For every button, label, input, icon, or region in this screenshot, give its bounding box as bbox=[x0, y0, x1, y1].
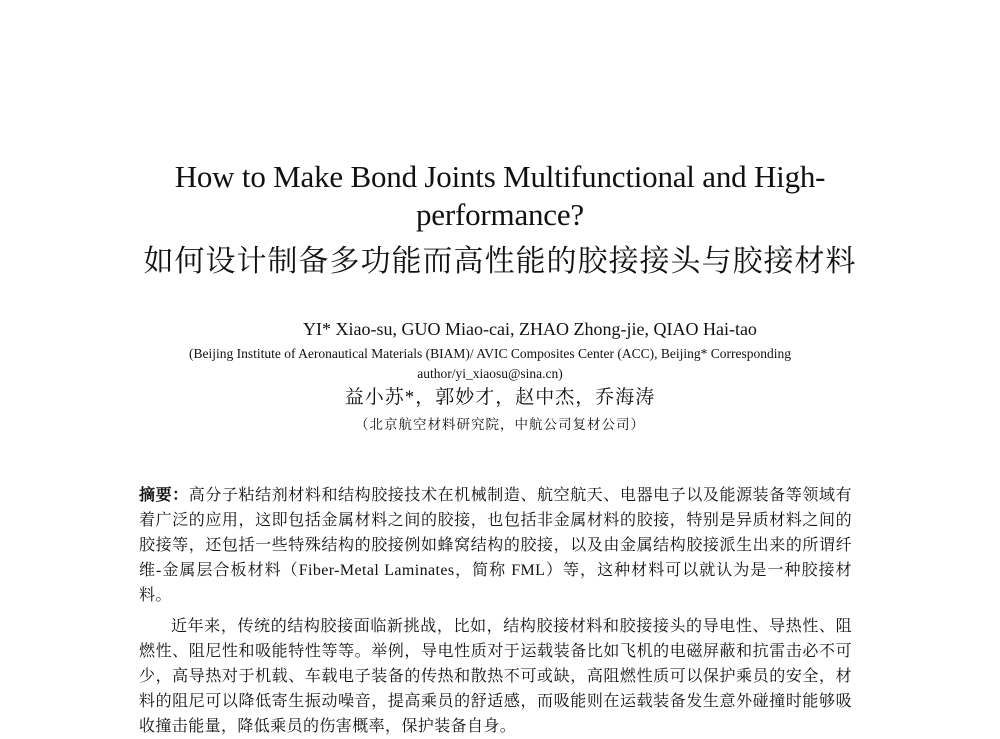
paper-title-en: How to Make Bond Joints Multifunctional and High-performance? bbox=[174, 159, 826, 232]
abstract-paragraph-1 bbox=[139, 482, 852, 608]
abstract-paragraph-2: 近年来，传统的结构胶接面临新挑战，比如，结构胶接材料和胶接接头的导电性、导热性、阻燃性、阻尼性和吸能特性等等。举例，导电性质对于运载装备比如飞机的电磁屏蔽和抗雷击必不可少，高导热对于机载、车载电子装备的传热和散热不可或缺，高阻燃性质可以保护乘员的安全，材料的阻尼可以降低寄生振动噪音，提高乘员的舒适感，而吸能则在运载装备发生意外碰撞时能够吸收撞击能量，降低乘员的伤害概率，保护装备自身。 bbox=[139, 618, 852, 735]
abstract-label: 摘要： bbox=[139, 485, 189, 504]
author-list-zh: 益小苏*，郭妙才，赵中杰，乔海涛 bbox=[344, 387, 656, 408]
abstract-text-1: 高分子粘结剂材料和结构胶接技术在机械制造、航空航天、电器电子以及能源装备等领域有着广泛的应用，这即包括金属材料之间的胶接，也包括非金属材料的胶接，特别是异质材料之间的胶接等，还包括一些特殊结构的胶接例如蜂窝结构的胶接，以及由金属结构胶接派生出来的所谓纤维-金属层合板材料（Fiber-Metal Laminates，简称 FML）等，这种材料可以就认为是一种胶接材料。 bbox=[139, 487, 852, 604]
affiliation-zh: （北京航空材料研究院，中航公司复材公司） bbox=[355, 417, 645, 433]
author-list-en: YI* Xiao-su, GUO Miao-cai, ZHAO Zhong-jie, QIAO Hai-tao bbox=[303, 319, 757, 339]
affiliation-en: (Beijing Institute of Aeronautical Materials (BIAM)/ AVIC Composites Center (ACC), Beijing* Corresponding author/yi_xiaosu@sina.cn) bbox=[189, 346, 791, 381]
abstract-section bbox=[139, 482, 852, 739]
paper-title-zh: 如何设计制备多功能而高性能的胶接接头与胶接材料 bbox=[143, 244, 857, 279]
